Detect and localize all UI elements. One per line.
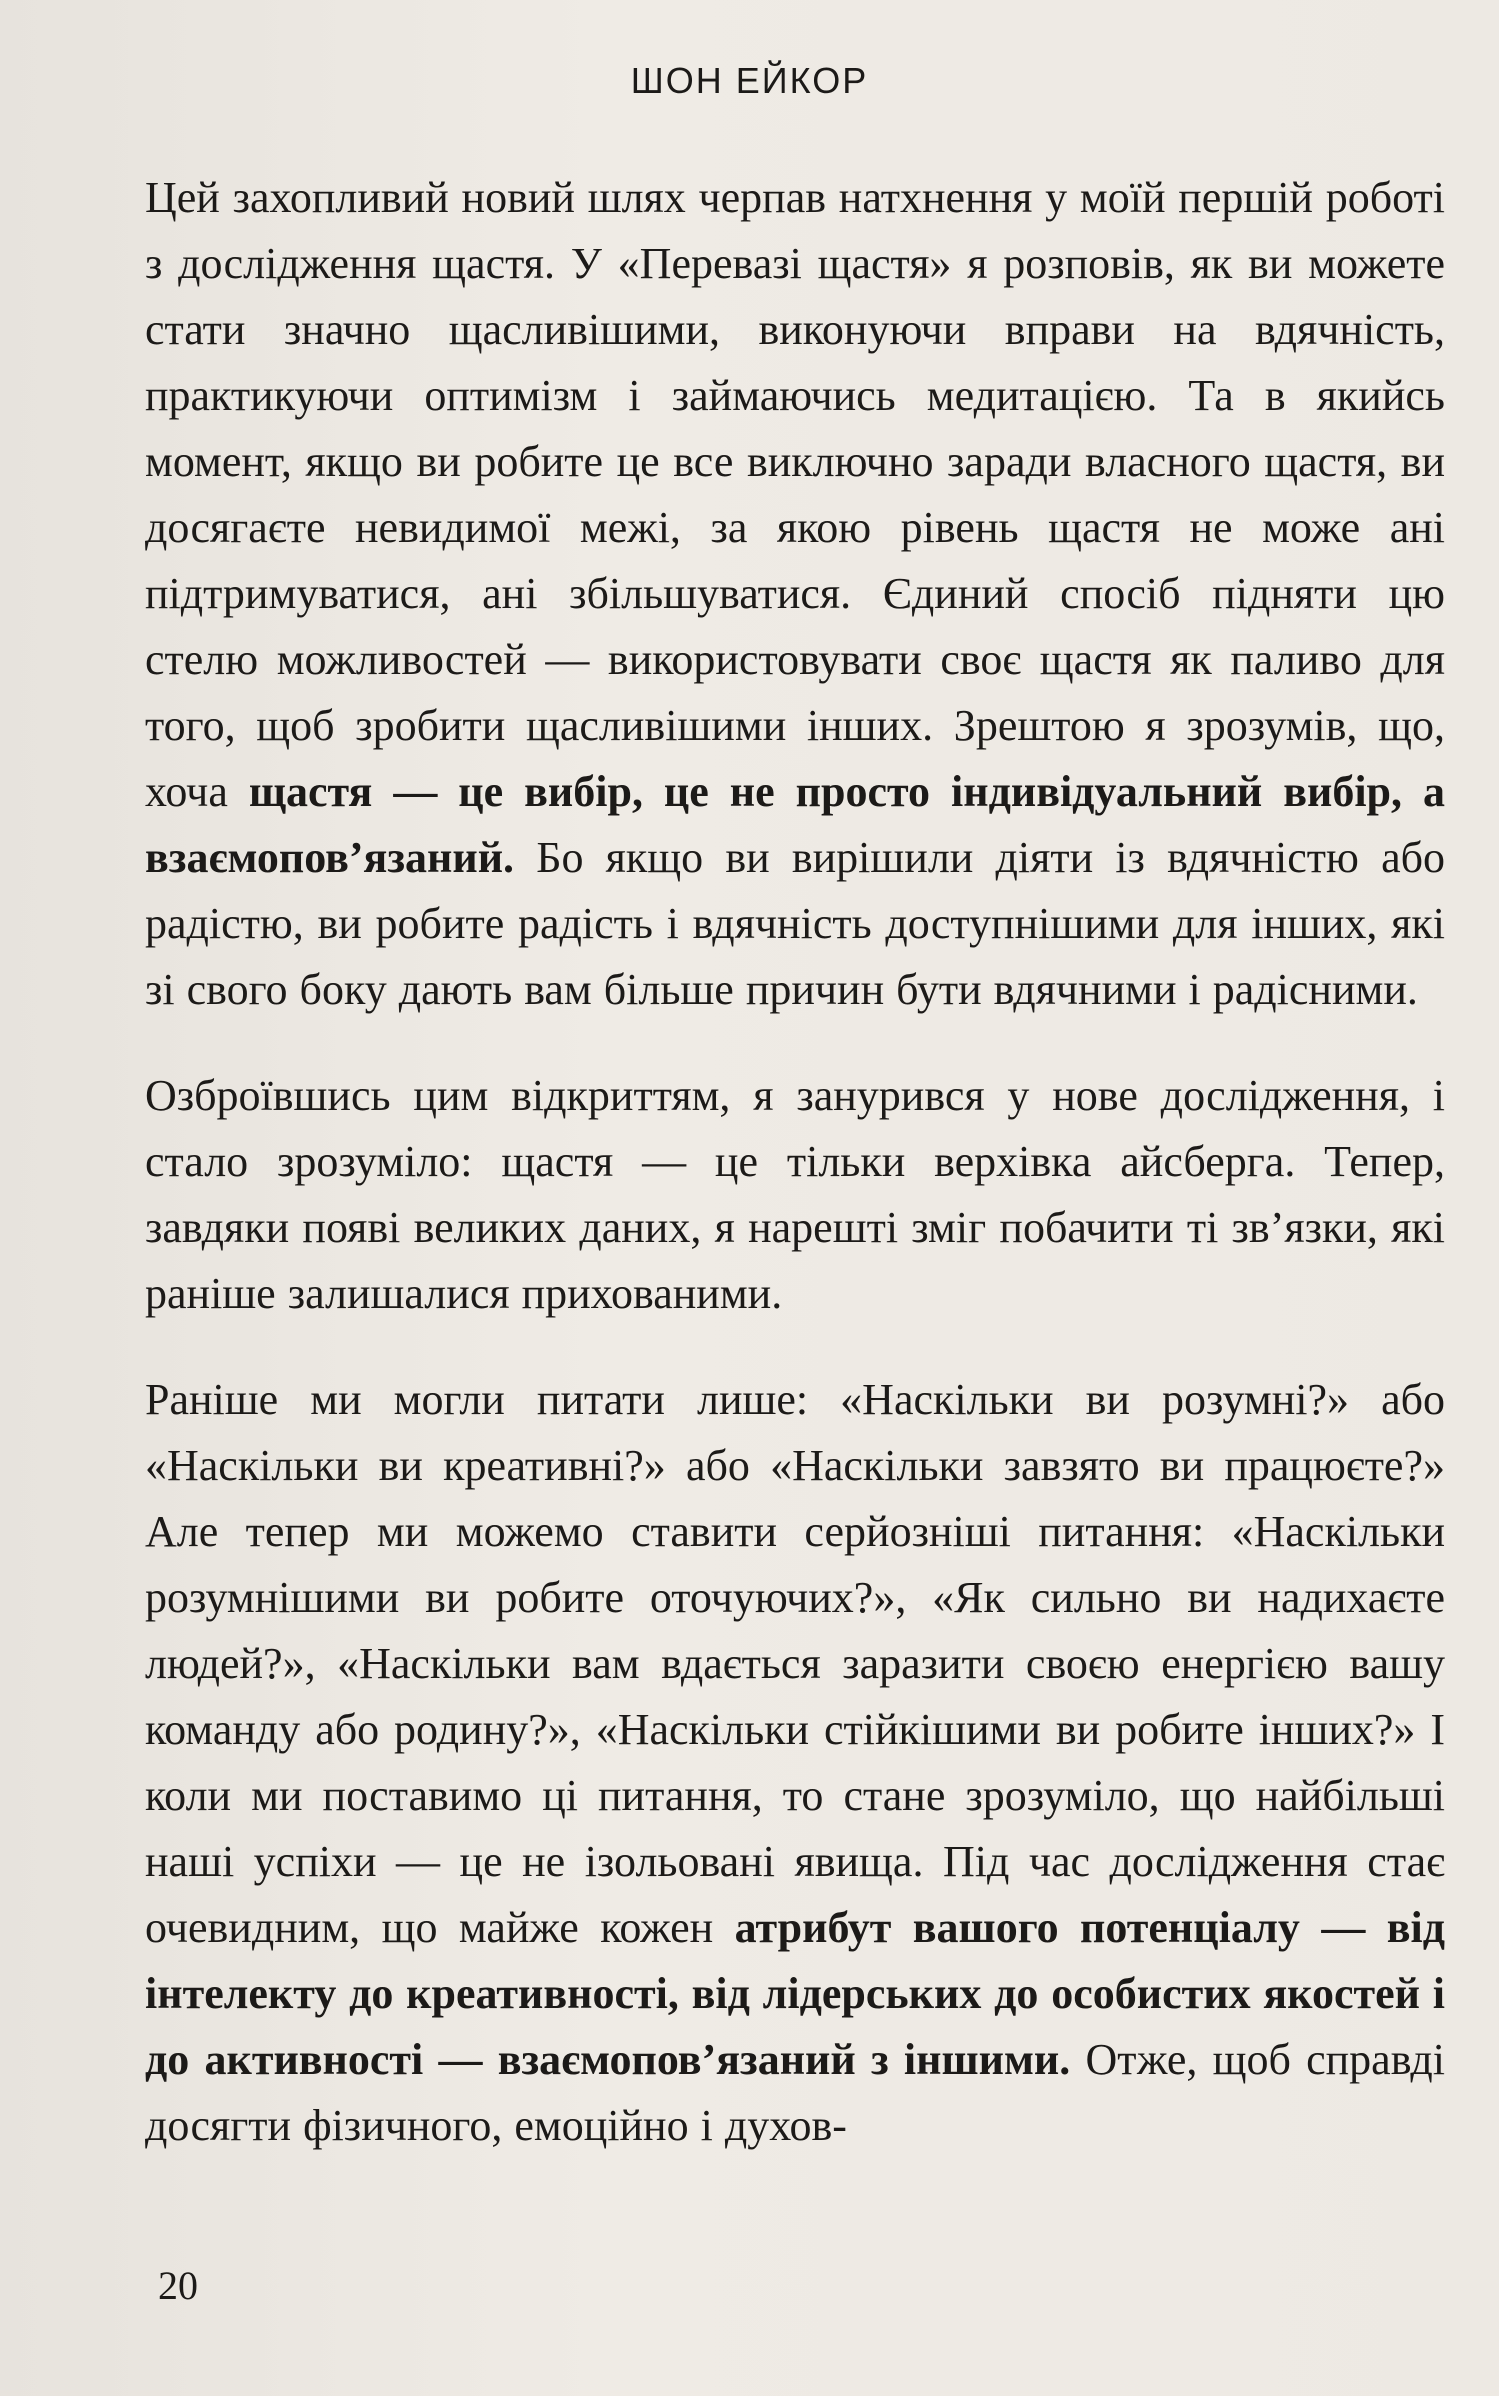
body-text [145, 165, 1445, 2159]
paragraph-3 [145, 1367, 1445, 2159]
paragraph-2 [145, 1063, 1445, 1327]
page-number: 20 [158, 2263, 198, 2308]
paragraph-1-bold-text: щастя — це вибір, це не просто індивідуальний вибір, а взаємопов’язаний. [145, 767, 1446, 882]
paragraph-1-text-a: Цей захопливий новий шлях черпав натхнення у моїй першій роботі з дослідження щастя. У «Перевазі щастя» я розповів, як ви можете стати значно щасливішими, виконуючи вправи на вдячність, практикуючи оптимізм і займаючись медитацією. Та в якийсь момент, якщо ви робите це все виключно заради власного щастя, ви досягаєте невидимої межі, за якою рівень щастя не може ані підтримуватися, ані збільшуватися. Єдиний спосіб підняти цю стелю можливостей — використовувати своє щастя як паливо для того, щоб зробити щасливішими інших. Зрештою я зрозумів, що, хоча [145, 173, 1445, 816]
running-head: ШОН ЕЙКОР [630, 60, 869, 101]
paragraph-3-text-a: Раніше ми могли питати лише: «Наскільки ви розумні?» або «Наскільки ви креативні?» або «Наскільки завзято ви працюєте?» Але тепер ми можемо ставити серйозніші питання: «Наскільки розумнішими ви робите оточуючих?», «Як сильно ви надихаєте людей?», «Наскільки вам вдається заразити своєю енергією вашу команду або родину?», «Наскільки стійкішими ви робите інших?» І коли ми поставимо ці питання, то стане зрозуміло, що найбільші наші успіхи — це не ізольовані явища. Під час дослідження стає очевидним, що майже кожен [145, 1375, 1445, 1952]
paragraph-1 [145, 165, 1445, 1023]
paragraph-2-text: Озброївшись цим відкриттям, я занурився у нове дослідження, і стало зрозуміло: щастя — це тільки верхівка айсберга. Тепер, завдяки появі великих даних, я нарешті зміг побачити ті зв’язки, які раніше залишалися прихованими. [145, 1071, 1445, 1318]
paragraph-3-text-b: Отже, щоб справді досягти фізичного, емоційно і духов- [145, 2035, 1445, 2150]
paragraph-1-text-b: Бо якщо ви вирішили діяти із вдячністю або радістю, ви робите радість і вдячність доступнішими для інших, які зі свого боку дають вам більше причин бути вдячними і радісними. [145, 833, 1445, 1014]
paragraph-3-bold-text: атрибут вашого потенціалу — від інтелекту до креативності, від лідерських до особистих якостей і до активності — взаємопов’язаний з іншими. [145, 1903, 1445, 2084]
